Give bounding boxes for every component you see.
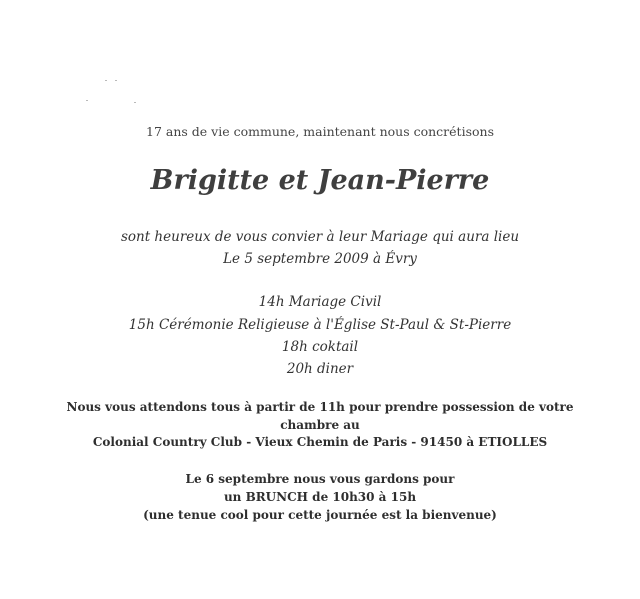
- couple-names: Brigitte et Jean-Pierre: [150, 165, 490, 196]
- venue-address: Colonial Country Club - Vieux Chemin de Paris - 91450 à ETIOLLES: [92, 435, 548, 449]
- schedule-cocktail: 18h coktail: [281, 339, 359, 355]
- schedule-ceremony: 15h Cérémonie Religieuse à l'Église St-Paul & St-Pierre: [128, 317, 512, 333]
- venue-line: Nous vous attendons tous à partir de 11h pour prendre possession de votre: [66, 400, 574, 414]
- decorative-speck: [86, 100, 88, 101]
- venue-line: chambre au: [280, 418, 360, 432]
- decorative-speck: [115, 80, 117, 81]
- wedding-date: Le 5 septembre 2009 à Évry: [223, 251, 417, 267]
- decorative-speck: [134, 102, 136, 103]
- intro-text: 17 ans de vie commune, maintenant nous concrétisons: [146, 124, 494, 139]
- brunch-time: un BRUNCH de 10h30 à 15h: [223, 490, 417, 504]
- decorative-speck: [105, 80, 107, 81]
- schedule-civil: 14h Mariage Civil: [258, 294, 382, 310]
- schedule-dinner: 20h diner: [286, 361, 354, 377]
- announcement-line: sont heureux de vous convier à leur Mariage qui aura lieu: [120, 229, 520, 245]
- brunch-dress-code: (une tenue cool pour cette journée est la bienvenue): [143, 508, 497, 522]
- brunch-line: Le 6 septembre nous vous gardons pour: [185, 472, 455, 486]
